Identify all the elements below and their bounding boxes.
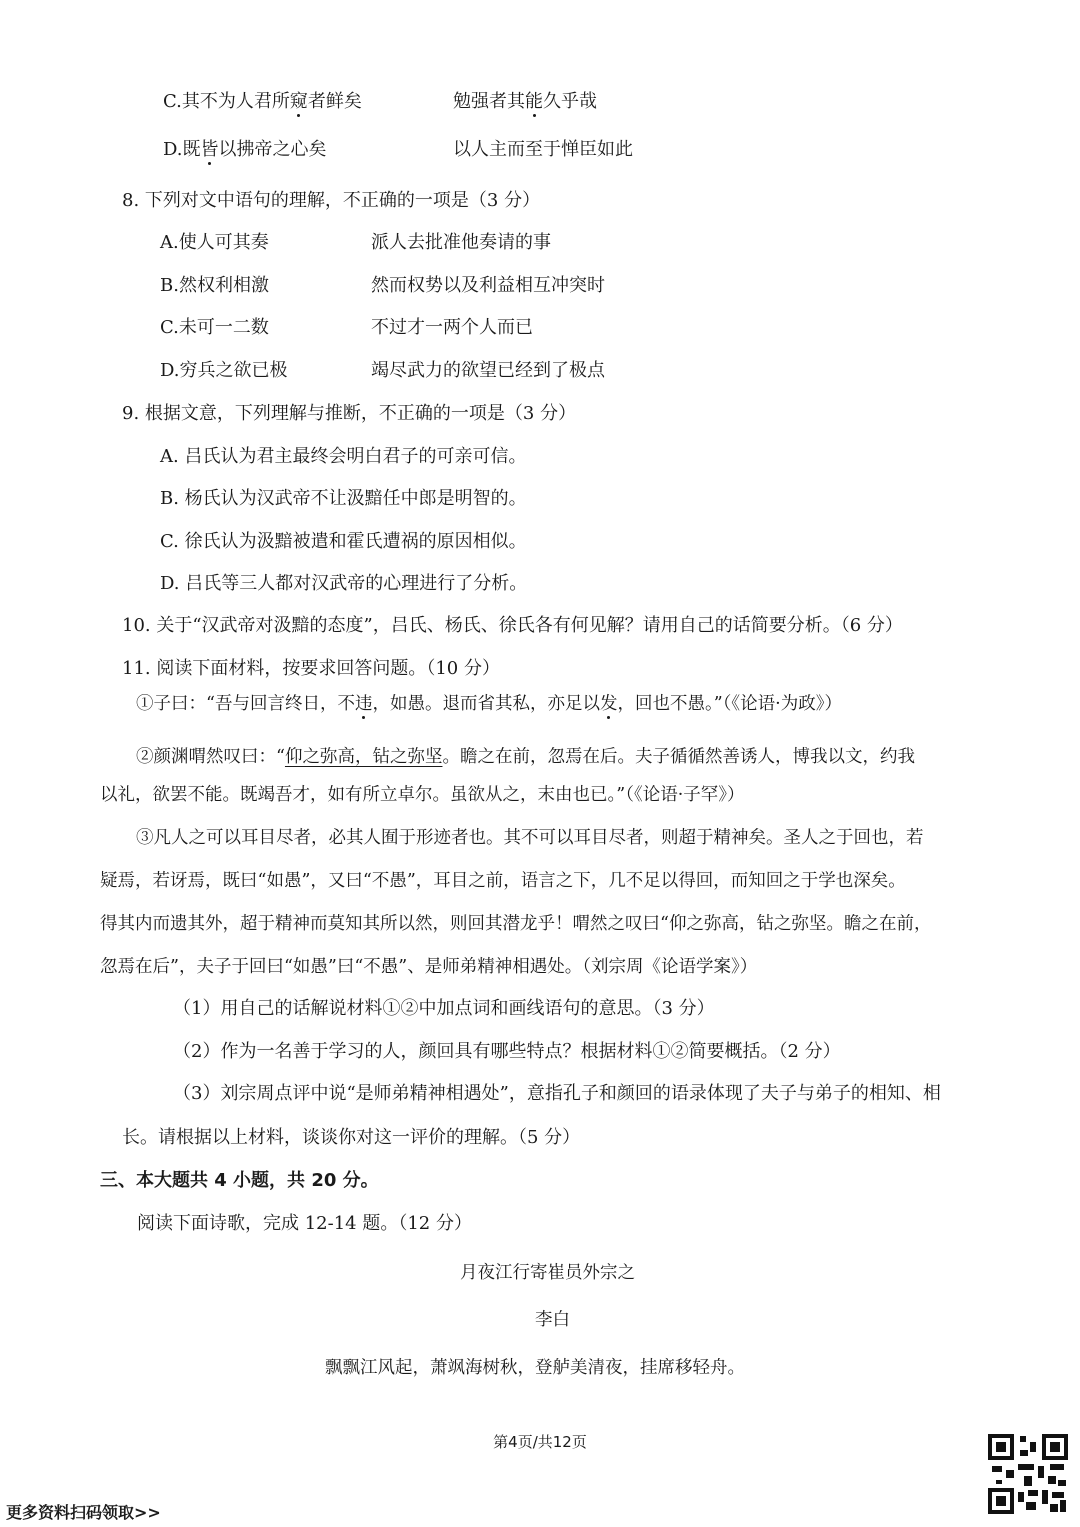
q11-subquestion-1: （1）用自己的话解说材料①②中加点词和画线语句的意思。（3 分） xyxy=(173,998,715,1019)
q8-option-b: B.然权利相激 xyxy=(160,275,269,296)
q11-material-3-line2: 疑焉，若讶焉，既曰“如愚”，又曰“不愚”，耳目之前，语言之下，几不足以得回，而知回之于学也深矣。 xyxy=(100,871,906,891)
q8-option-c-meaning: 不过才一两个人而已 xyxy=(371,317,533,338)
q8-option-a-meaning: 派人去批准他奏请的事 xyxy=(371,232,551,253)
q9-option-b: B. 杨氏认为汉武帝不让汲黯任中郎是明智的。 xyxy=(160,488,527,509)
q8-option-d: D.穷兵之欲已极 xyxy=(160,360,288,381)
q11-subquestion-3-line2: 长。请根据以上材料，谈谈你对这一评价的理解。（5 分） xyxy=(122,1127,581,1148)
q9-stem: 9. 根据文意，下列理解与推断，不正确的一项是（3 分） xyxy=(122,403,577,424)
poem-line: 飘飘江风起，萧飒海树秋，登舻美清夜，挂席移轻舟。 xyxy=(325,1358,745,1378)
q8-option-b-meaning: 然而权势以及利益相互冲突时 xyxy=(371,275,605,296)
q9-option-c: C. 徐氏认为汲黯被遣和霍氏遭祸的原因相似。 xyxy=(160,531,527,552)
q7-option-c: C.其不为人君所窥者鲜矣 xyxy=(163,91,362,112)
page-number: 第4页/共12页 xyxy=(493,1433,587,1451)
q11-subquestion-3: （3）刘宗周点评中说“是师弟精神相遇处”，意指孔子和颜回的语录体现了夫子与弟子的相知、相 xyxy=(173,1083,941,1104)
q11-material-3-line4: 忽焉在后”，夫子于回曰“如愚”曰“不愚”、是师弟精神相遇处。（刘宗周《论语学案》） xyxy=(100,957,758,977)
q11-subquestion-2: （2）作为一名善于学习的人，颜回具有哪些特点？根据材料①②简要概括。（2 分） xyxy=(173,1041,841,1062)
q8-option-a: A.使人可其奏 xyxy=(160,232,269,253)
q7-option-d-right: 以人主而至于惮臣如此 xyxy=(453,139,633,160)
more-resources-link[interactable]: 更多资料扫码领取>> xyxy=(6,1503,161,1522)
q11-material-2-line2: 以礼，欲罢不能。既竭吾才，如有所立卓尔。虽欲从之，末由也已。”（《论语·子罕》） xyxy=(100,785,745,805)
q11-material-3-line1: ③凡人之可以耳目尽者，必其人囿于形迹者也。其不可以耳目尽者，则超于精神矣。圣人之于回也，若 xyxy=(136,828,924,848)
q11-stem: 11. 阅读下面材料，按要求回答问题。（10 分） xyxy=(122,658,500,679)
q10-stem: 10. 关于“汉武帝对汲黯的态度”，吕氏、杨氏、徐氏各有何见解？请用自己的话简要分析。（6 分） xyxy=(122,615,903,636)
q9-option-d: D. 吕氏等三人都对汉武帝的心理进行了分析。 xyxy=(160,573,528,594)
q8-option-c: C.未可一二数 xyxy=(160,317,269,338)
q7-option-c-right: 勉强者其能久乎哉 xyxy=(453,91,597,112)
q8-stem: 8. 下列对文中语句的理解，不正确的一项是（3 分） xyxy=(122,190,541,211)
section-heading: 三、本大题共 4 小题，共 20 分。 xyxy=(100,1170,379,1191)
q9-option-a: A. 吕氏认为君主最终会明白君子的可亲可信。 xyxy=(160,446,527,467)
q7-option-d: D.既皆以拂帝之心矣 xyxy=(163,139,327,160)
qr-code-icon xyxy=(988,1434,1068,1514)
poem-instructions: 阅读下面诗歌，完成 12-14 题。（12 分） xyxy=(137,1213,472,1234)
poem-author: 李白 xyxy=(535,1310,570,1330)
q11-material-1: ①子曰：“吾与回言终日，不违，如愚。退而省其私，亦足以发，回也不愚。”（《论语·为政》） xyxy=(136,694,842,714)
q11-material-3-line3: 得其内而遗其外，超于精神而莫知其所以然，则回其潜龙乎！喟然之叹曰“仰之弥高，钻之弥坚。瞻之在前， xyxy=(100,914,932,934)
poem-title: 月夜江行寄崔员外宗之 xyxy=(460,1263,635,1283)
q8-option-d-meaning: 竭尽武力的欲望已经到了极点 xyxy=(371,360,605,381)
q11-material-2: ②颜渊喟然叹曰：“仰之弥高，钻之弥坚。瞻之在前，忽焉在后。夫子循循然善诱人，博我以文，约我 xyxy=(136,747,915,767)
